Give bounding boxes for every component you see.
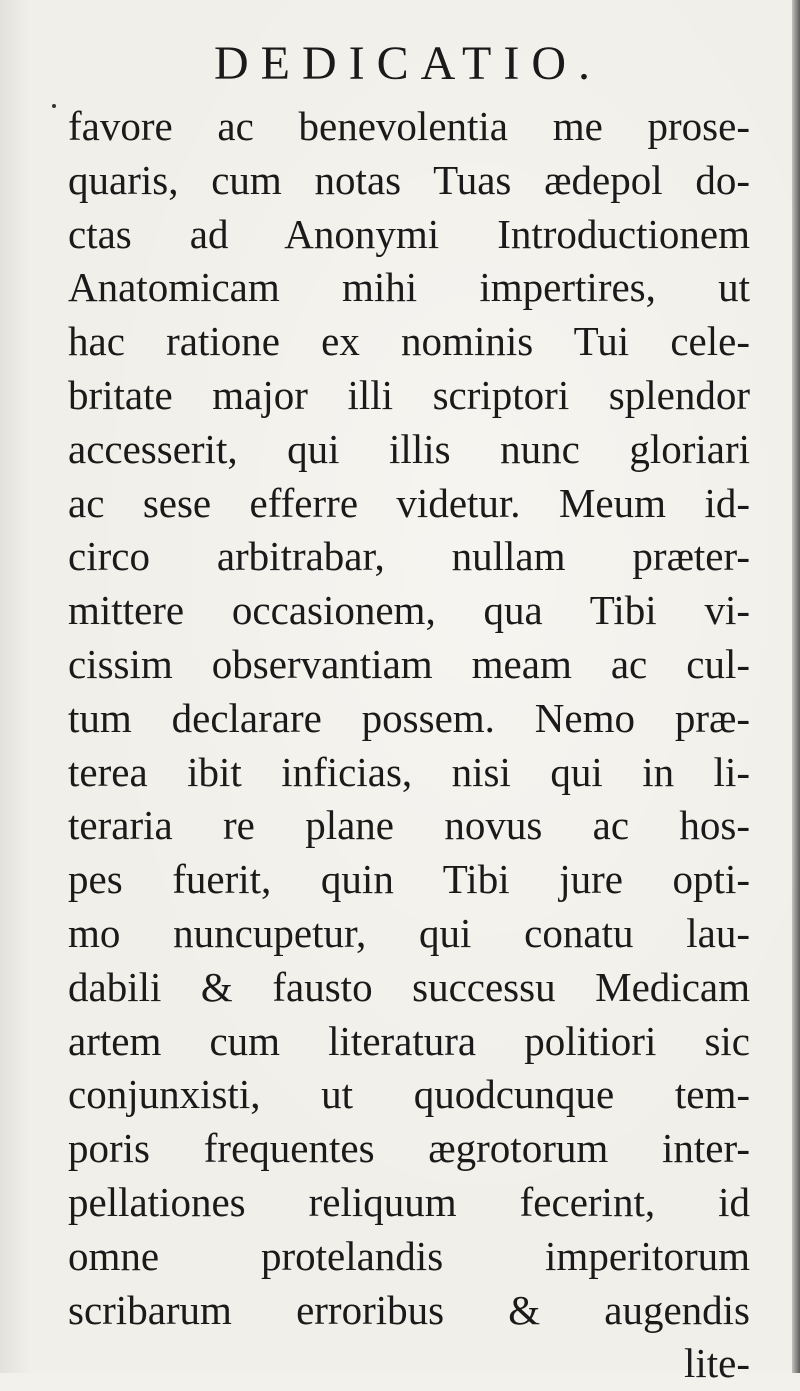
text-line: conjunxisti, ut quodcunque tem- [68, 1071, 750, 1118]
page-edge-shadow [792, 0, 800, 1373]
catchword: lite- [683, 1340, 750, 1387]
text-line: cissim observantiam meam ac cul- [68, 640, 750, 687]
text-line: ac sese efferre videtur. Meum id- [68, 479, 750, 526]
text-line: pes fuerit, quin Tibi jure opti- [68, 856, 750, 903]
text-line: omne protelandis imperitorum [68, 1232, 750, 1279]
text-line: terea ibit inficias, nisi qui in li- [68, 748, 750, 795]
text-line: accesserit, qui illis nunc gloriari [68, 425, 750, 472]
text-line: poris frequentes ægrotorum inter- [68, 1125, 750, 1172]
page-title: DEDICATIO. [214, 37, 602, 90]
text-line: artem cum literatura politiori sic [68, 1017, 750, 1064]
text-line: pellationes reliquum fecerint, id [68, 1178, 750, 1225]
text-line: quaris, cum notas Tuas ædepol do- [68, 156, 750, 203]
text-line: tum declarare possem. Nemo præ- [68, 694, 750, 741]
text-line: dabili & fausto successu Medicam [68, 963, 750, 1010]
text-line: hac ratione ex nominis Tui cele- [68, 318, 750, 365]
text-line: ctas ad Anonymi Introductionem [68, 210, 750, 257]
text-line: Anatomicam mihi impertires, ut [68, 264, 750, 311]
body-text [68, 100, 750, 1391]
page-header [0, 34, 800, 94]
text-line: teraria re plane novus ac hos- [68, 802, 750, 849]
text-line: mittere occasionem, qua Tibi vi- [68, 587, 750, 634]
text-line: circo arbitrabar, nullam præter- [68, 533, 750, 580]
text-line: mo nuncupetur, qui conatu lau- [68, 909, 750, 956]
text-line: britate major illi scriptori splendor [68, 371, 750, 418]
text-line: scribarum erroribus & augendis [68, 1286, 750, 1333]
margin-mark [52, 104, 56, 108]
text-line: favore ac benevolentia me prose- [68, 103, 750, 149]
